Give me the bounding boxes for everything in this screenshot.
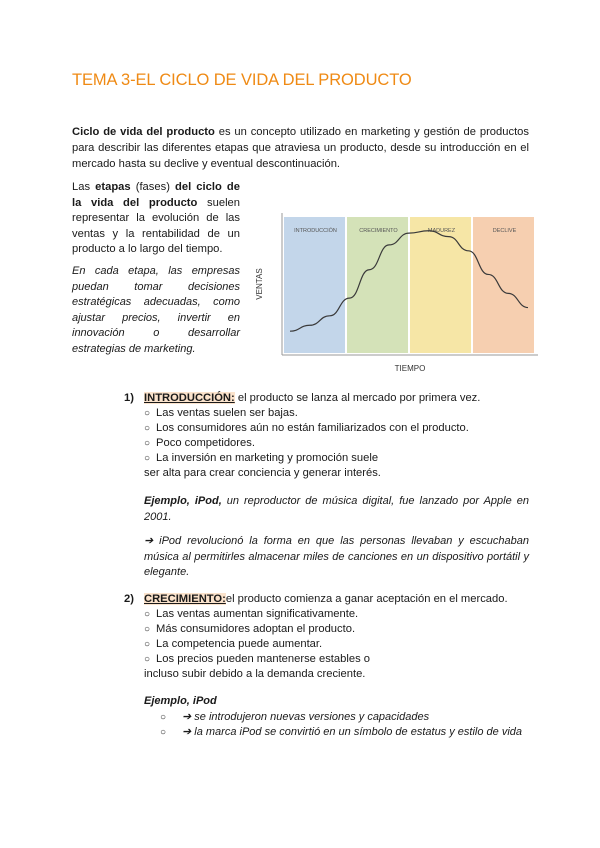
section-number: 1): [124, 392, 134, 404]
list-item: ○ Los precios pueden mantenerse estables o: [144, 652, 534, 667]
bullet-continuation: ser alta para crear conciencia y generar interés.: [144, 467, 381, 479]
example-text: un reproductor de música digital, fue lanzado por Apple en 2001.: [144, 495, 529, 523]
sub-bullet-list: [160, 710, 530, 740]
section-heading: CRECIMIENTO:: [144, 593, 226, 605]
product-life-cycle-chart: [250, 195, 540, 375]
etapas-paragraph: [72, 180, 240, 258]
list-item: ○ Las ventas suelen ser bajas.: [144, 406, 534, 421]
x-axis-label: TIEMPO: [394, 364, 426, 373]
list-item: ○ Los consumidores aún no están familiarizados con el producto.: [144, 421, 534, 436]
section-crecimiento: [124, 592, 534, 682]
phase-label: DECLIVE: [492, 228, 517, 234]
example-label-2: [144, 694, 529, 710]
list-item: ○ ➔ se introdujeron nuevas versiones y capacidades: [160, 710, 530, 725]
etapas-text-2: (fases): [130, 181, 176, 193]
list-item: ○ ➔ la marca iPod se convirtió en un símbolo de estatus y estilo de vida: [160, 725, 530, 740]
section-number: 2): [124, 593, 134, 605]
example-paragraph: [144, 494, 529, 525]
list-item: ○ Las ventas aumentan significativamente.: [144, 607, 534, 622]
list-item: ○ Poco competidores.: [144, 436, 534, 451]
phase-label: INTRODUCCIÓN: [294, 228, 337, 234]
example-label: Ejemplo, iPod: [144, 695, 217, 707]
phase-band: [347, 217, 408, 353]
intro-paragraph: [72, 124, 529, 172]
y-axis-label: VENTAS: [255, 268, 264, 300]
intro-definition: es un concepto utilizado en marketing y gestión de productos para describir las diferentes etapas que atraviesa un producto, desde su introducción en el mercado hasta su declive y eventual descontinuación.: [72, 126, 529, 170]
bullet-list: [144, 406, 534, 466]
phase-label: MADUREZ: [427, 228, 456, 234]
phase-band: [284, 217, 345, 353]
page-title: TEMA 3-EL CICLO DE VIDA DEL PRODUCTO: [72, 71, 412, 89]
etapas-bold-2: del ciclo de la vida del producto: [72, 181, 240, 209]
etapas-text-1: Las: [72, 181, 96, 193]
list-item: ○ Más consumidores adoptan el producto.: [144, 622, 534, 637]
phase-label: CRECIMIENTO: [359, 228, 398, 234]
phase-band: [473, 217, 534, 353]
example-label: Ejemplo, iPod,: [144, 495, 222, 507]
cada-etapa-paragraph: En cada etapa, las empresas puedan tomar decisiones estratégicas adecuadas, como ajustar precios, invertir en innovación o desarrollar estrategias de marketing.: [72, 265, 240, 355]
etapas-text-3: suelen representar la evolución de las ventas y la rentabilidad de un producto a lo largo del tiempo.: [72, 196, 240, 255]
list-item: ○ La inversión en marketing y promoción suele: [144, 451, 534, 466]
section-text: el producto comienza a ganar aceptación en el mercado.: [225, 593, 508, 605]
section-heading: INTRODUCCIÓN:: [144, 392, 235, 404]
sub-bullet-text: ➔ se introdujeron nuevas versiones y capacidades: [182, 711, 430, 723]
intro-term: Ciclo de vida del producto: [72, 126, 215, 138]
example-arrow-paragraph: ➔ iPod revolucionó la forma en que las personas llevaban y escuchaban música al permitirles almacenar miles de canciones en un dispositivo portátil y elegante.: [144, 535, 529, 578]
section-text: el producto se lanza al mercado por primera vez.: [234, 392, 481, 404]
bullet-continuation: incluso subir debido a la demanda creciente.: [144, 668, 366, 680]
etapas-bold-1: etapas: [95, 181, 131, 193]
sub-bullet-text: ➔ la marca iPod se convirtió en un símbolo de estatus y estilo de vida: [182, 726, 523, 738]
bullet-list: [144, 607, 534, 667]
section-introduccion: [124, 391, 534, 481]
phase-band: [410, 217, 471, 353]
list-item: ○ La competencia puede aumentar.: [144, 637, 534, 652]
